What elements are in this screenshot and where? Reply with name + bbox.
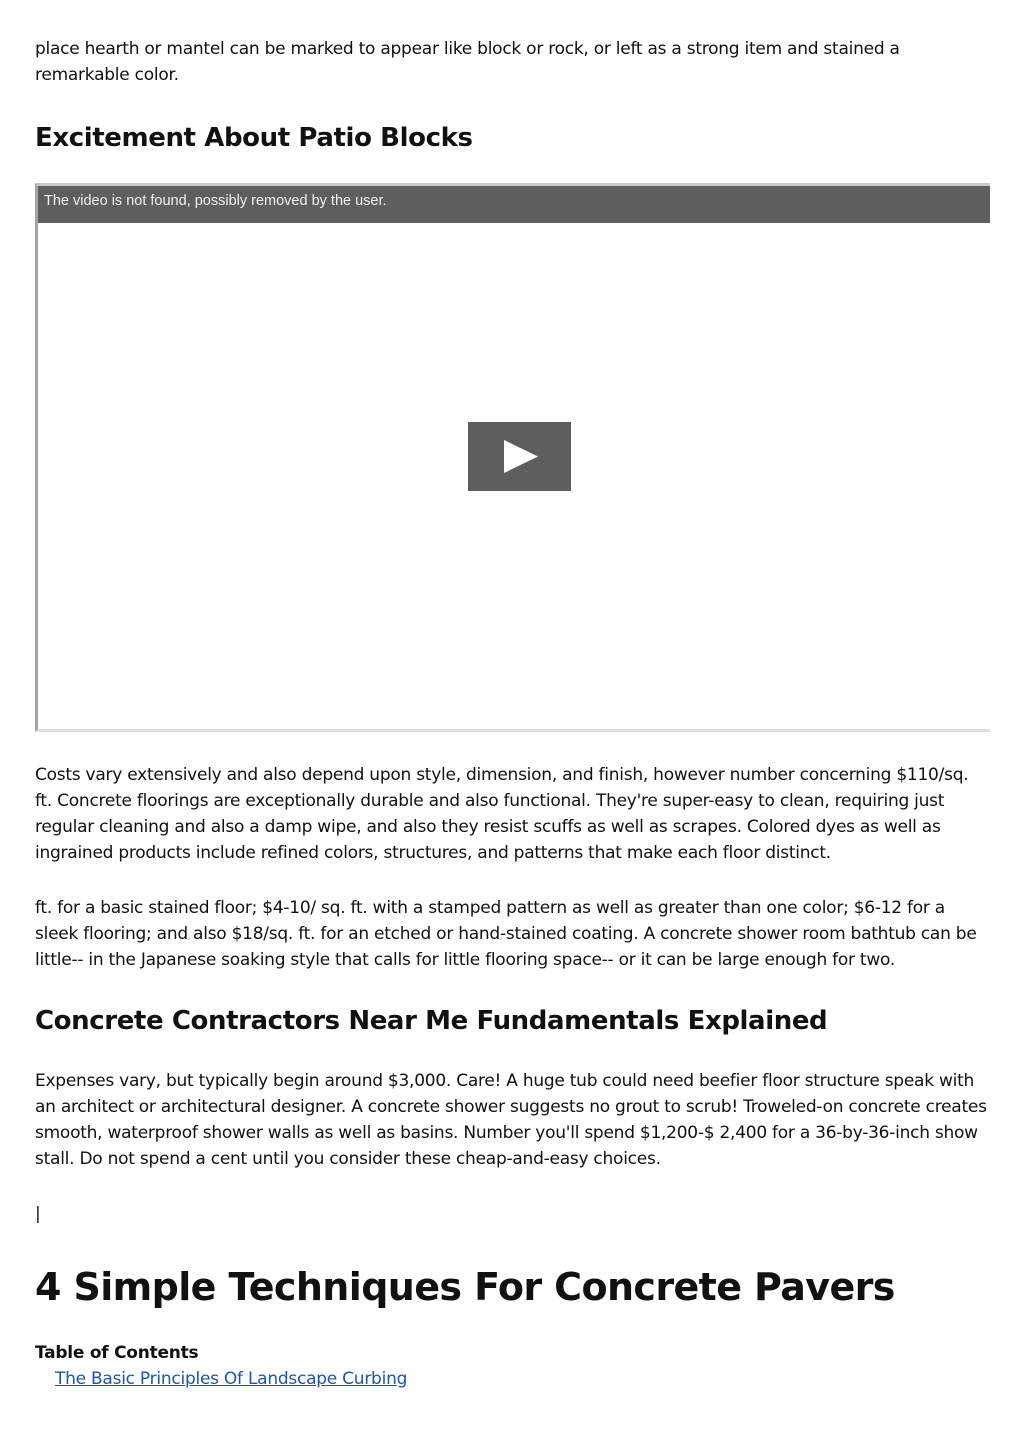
heading-concrete-contractors: Concrete Contractors Near Me Fundamentals Explained	[35, 1006, 828, 1036]
paragraph-costs: Costs vary extensively and also depend upon style, dimension, and finish, however number concerning $110/sq. ft. Concrete floorings are exceptionally durable and also functional. They're super-easy to clean, requiring just regular cleaning and also a damp wipe, and also they resist scuffs as well as scrapes. Colored dyes as well as ingrained products include refined colors, structures, and patterns that make each floor distinct.	[35, 765, 969, 863]
play-button[interactable]	[468, 422, 571, 491]
toc-link-landscape-curbing[interactable]: The Basic Principles Of Landscape Curbing	[55, 1369, 408, 1389]
paragraph-hearth: place hearth or mantel can be marked to appear like block or rock, or left as a strong item and stained a remarkable color.	[35, 39, 900, 85]
heading-concrete-pavers: 4 Simple Techniques For Concrete Pavers	[35, 1265, 895, 1309]
heading-patio-blocks: Excitement About Patio Blocks	[35, 123, 473, 153]
video-embed[interactable]	[35, 183, 990, 732]
paragraph-expenses: Expenses vary, but typically begin around $3,000. Care! A huge tub could need beefier floor structure speak with an architect or architectural designer. A concrete shower suggests no grout to scrub! Troweled-on concrete creates smooth, waterproof shower walls as well as basins. Number you'll spend $1,200-$ 2,400 for a 36-by-36-inch show stall. Do not spend a cent until you consider these cheap-and-easy choices.	[35, 1071, 987, 1169]
separator-bar: |	[35, 1204, 41, 1224]
paragraph-stained-floor: ft. for a basic stained floor; $4-10/ sq. ft. with a stamped pattern as well as greater than one color; $6-12 for a sleek flooring; and also $18/sq. ft. for an etched or hand-stained coating. A concrete shower room bathtub can be little-- in the Japanese soaking style that calls for little flooring space-- or it can be large enough for two.	[35, 898, 977, 970]
video-error-message: The video is not found, possibly removed by the user.	[38, 186, 990, 223]
toc-title: Table of Contents	[35, 1343, 199, 1363]
play-icon	[468, 422, 571, 491]
